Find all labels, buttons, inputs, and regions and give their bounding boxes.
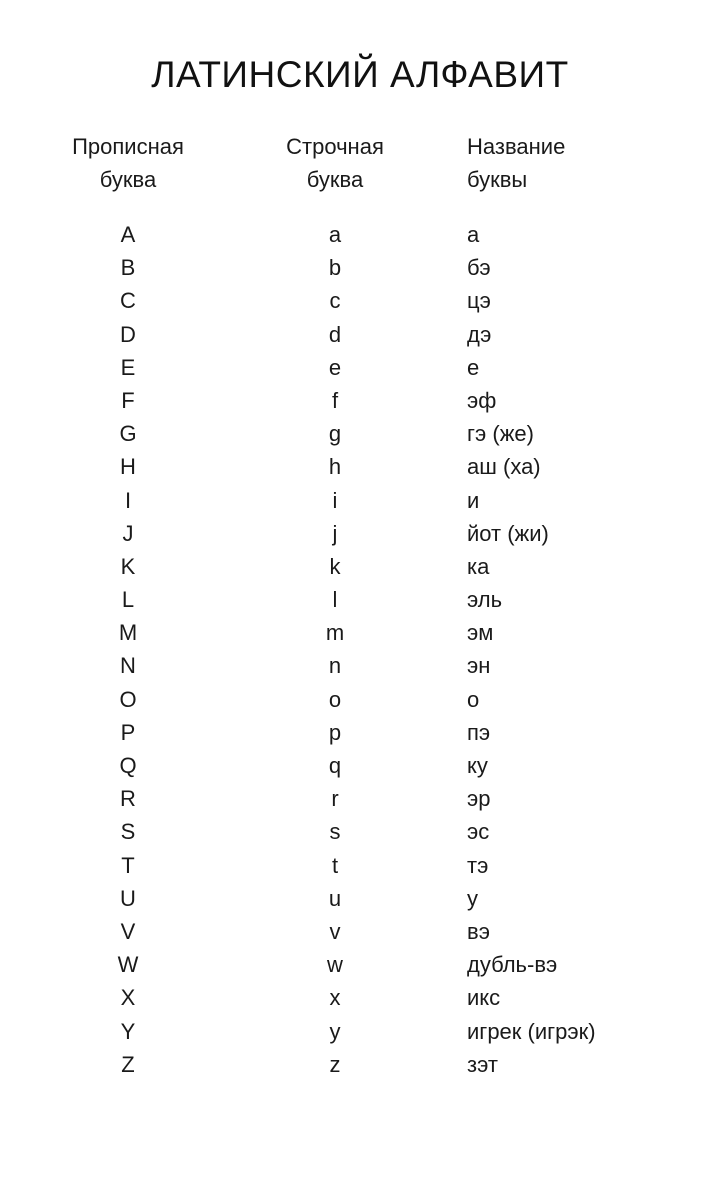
- uppercase-letter: C: [120, 288, 136, 314]
- uppercase-letter: N: [120, 653, 136, 679]
- letter-name: йот (жи): [467, 520, 549, 546]
- uppercase-letter: G: [119, 421, 137, 447]
- lowercase-letter: x: [329, 985, 341, 1011]
- header-lowercase: [235, 130, 435, 196]
- lowercase-letter: h: [328, 454, 342, 480]
- letter-name: бэ: [467, 255, 491, 281]
- header-uppercase: [28, 130, 228, 196]
- uppercase-letter: X: [120, 985, 136, 1011]
- table-row: [0, 550, 720, 583]
- lowercase-letter: l: [332, 587, 338, 613]
- table-row: [0, 450, 720, 483]
- uppercase-letter: J: [122, 520, 134, 546]
- uppercase-letter: B: [120, 255, 136, 281]
- lowercase-letter: n: [328, 653, 342, 679]
- lowercase-letter: t: [331, 852, 339, 878]
- lowercase-letter: e: [328, 354, 342, 380]
- lowercase-letter: j: [332, 520, 338, 546]
- lowercase-letter: b: [328, 255, 342, 281]
- table-row: [0, 583, 720, 616]
- uppercase-letter: P: [120, 719, 136, 745]
- uppercase-letter: E: [120, 354, 136, 380]
- header-letter-name-line2: буквы: [467, 167, 528, 192]
- letter-name: эм: [467, 620, 494, 646]
- header-letter-name: [467, 130, 707, 196]
- header-letter-name-line1: Название: [467, 134, 566, 159]
- lowercase-letter: r: [331, 786, 339, 812]
- uppercase-letter: R: [120, 786, 136, 812]
- table-row: [0, 417, 720, 450]
- lowercase-letter: y: [329, 1018, 341, 1044]
- letter-name: эф: [467, 387, 497, 413]
- lowercase-letter: q: [328, 753, 342, 778]
- uppercase-letter: D: [120, 321, 136, 347]
- table-row: [0, 318, 720, 351]
- header-uppercase-line2: буква: [99, 167, 157, 192]
- table-row: [0, 616, 720, 649]
- lowercase-letter: f: [331, 387, 339, 413]
- table-row: [0, 882, 720, 915]
- letter-name: гэ (же): [467, 421, 534, 447]
- table-row: [0, 284, 720, 317]
- alphabet-table: [0, 218, 720, 1081]
- letter-name: эс: [467, 819, 490, 845]
- lowercase-letter: c: [329, 288, 341, 314]
- lowercase-letter: k: [329, 553, 341, 579]
- letter-name: аш (ха): [467, 454, 541, 480]
- letter-name: а: [467, 222, 480, 247]
- lowercase-letter: m: [325, 620, 345, 646]
- letter-name: эр: [467, 786, 491, 812]
- lowercase-letter: s: [329, 819, 341, 845]
- letter-name: е: [467, 354, 480, 380]
- letter-name: эн: [467, 653, 491, 679]
- uppercase-letter: F: [121, 387, 135, 413]
- letter-name: и: [467, 487, 480, 513]
- table-row: [0, 351, 720, 384]
- uppercase-letter: I: [124, 487, 132, 513]
- uppercase-letter: V: [120, 918, 136, 944]
- letter-name: зэт: [467, 1051, 498, 1077]
- letter-name: ку: [467, 753, 488, 778]
- letter-name: дэ: [467, 321, 492, 347]
- uppercase-letter: S: [120, 819, 136, 845]
- uppercase-letter: W: [117, 952, 139, 978]
- lowercase-letter: i: [332, 487, 338, 513]
- lowercase-letter: w: [327, 952, 343, 978]
- lowercase-letter: p: [328, 719, 342, 745]
- table-row: [0, 384, 720, 417]
- letter-name: тэ: [467, 852, 489, 878]
- letter-name: цэ: [467, 288, 491, 314]
- letter-name: игрек (игрэк): [467, 1018, 596, 1044]
- table-row: [0, 649, 720, 682]
- lowercase-letter: v: [329, 918, 341, 944]
- table-row: [0, 716, 720, 749]
- uppercase-letter: T: [121, 852, 135, 878]
- uppercase-letter: M: [118, 620, 138, 646]
- lowercase-letter: g: [328, 421, 342, 447]
- uppercase-letter: L: [121, 587, 135, 613]
- uppercase-letter: Q: [119, 753, 137, 778]
- header-uppercase-line1: Прописная: [72, 134, 184, 159]
- uppercase-letter: U: [120, 885, 136, 911]
- table-row: [0, 1015, 720, 1048]
- lowercase-letter: a: [328, 222, 342, 247]
- lowercase-letter: d: [328, 321, 342, 347]
- uppercase-letter: O: [119, 686, 137, 712]
- uppercase-letter: H: [120, 454, 136, 480]
- uppercase-letter: Z: [121, 1051, 135, 1077]
- uppercase-letter: K: [120, 553, 136, 579]
- table-row: [0, 517, 720, 550]
- table-row: [0, 815, 720, 848]
- letter-name: у: [467, 885, 478, 911]
- lowercase-letter: u: [328, 885, 342, 911]
- table-row: [0, 981, 720, 1014]
- lowercase-letter: o: [328, 686, 342, 712]
- header-lowercase-line2: буква: [306, 167, 364, 192]
- letter-name: вэ: [467, 918, 490, 944]
- table-row: [0, 683, 720, 716]
- page-title: ЛАТИНСКИЙ АЛФАВИТ: [151, 54, 569, 95]
- letter-name: ка: [467, 553, 490, 579]
- table-row: [0, 749, 720, 782]
- table-row: [0, 484, 720, 517]
- letter-name: икс: [467, 985, 501, 1011]
- table-row: [0, 948, 720, 981]
- letter-name: пэ: [467, 719, 491, 745]
- table-row: [0, 782, 720, 815]
- lowercase-letter: z: [329, 1051, 341, 1077]
- letter-name: дубль-вэ: [467, 952, 558, 978]
- table-row: [0, 849, 720, 882]
- table-row: [0, 915, 720, 948]
- letter-name: о: [467, 686, 480, 712]
- header-lowercase-line1: Строчная: [286, 134, 384, 159]
- table-row: [0, 251, 720, 284]
- uppercase-letter: A: [120, 222, 136, 247]
- letter-name: эль: [467, 587, 503, 613]
- uppercase-letter: Y: [120, 1018, 136, 1044]
- table-row: [0, 1048, 720, 1081]
- table-row: [0, 218, 720, 251]
